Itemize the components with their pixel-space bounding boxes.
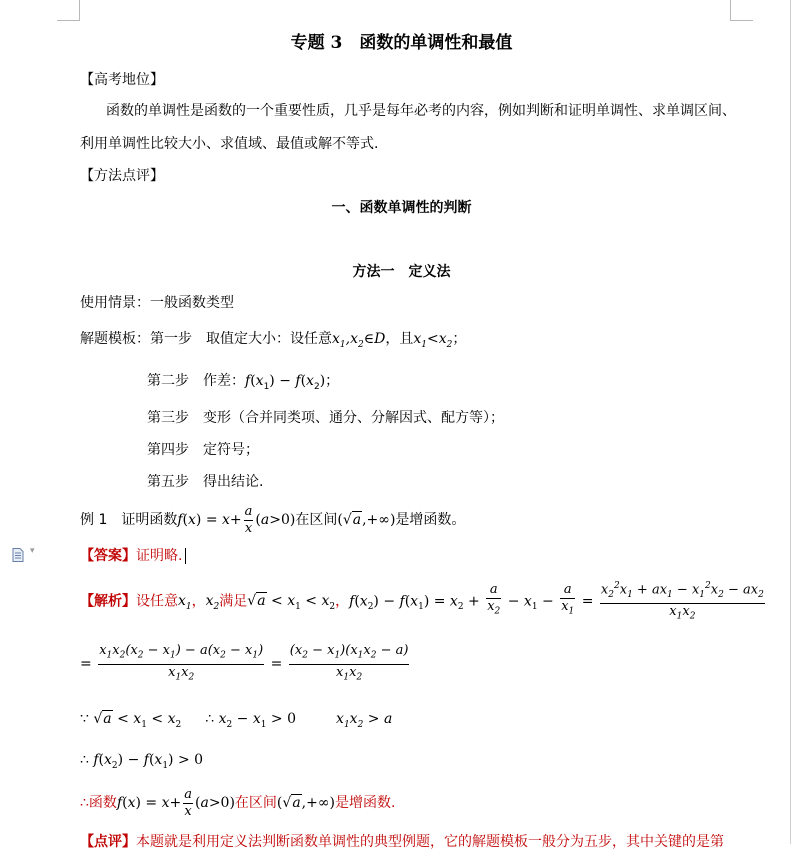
page-corner-mark [57, 0, 80, 21]
template-label: 解题模板： [80, 331, 150, 347]
formula: f [245, 373, 251, 389]
answer-text: 证明略. [136, 548, 183, 564]
page-title: 专题 3 函数的单调性和最值 [290, 33, 513, 53]
conclusion-text: 是增函数. [334, 795, 396, 811]
paragraph-line: 利用单调性比较大小、求值域、最值或解不等式. [80, 136, 379, 152]
example-text: 是增函数。 [395, 512, 466, 528]
step-label: 第三步 [147, 410, 189, 426]
example-1: 例 1 证明函数f(x) = x+ $\frac{a}{x}$ (a>0)在区间(√a,+∞)是增函数。 [80, 503, 466, 536]
conclusion-line: ∴函数f(x) = x+ $\frac{a}{x}$ (a>0)在区间(√a,+∞)是增函数. [80, 786, 396, 819]
example-label: 例 1 证明函数 [80, 512, 178, 528]
conclusion-text: 函数 [88, 795, 117, 811]
comment-text: 本题就是利用定义法判断函数单调性的典型例题，它的解题模板一般分为五步，其中关键的是第 [136, 834, 724, 850]
fraction: $\frac{(x_2 - x_1)(x_1x_2 - a)}{x_1x_2}$ [289, 642, 409, 683]
fraction: $\frac{a}{x_2}$ [487, 582, 501, 618]
analysis-label: 【解析】 [80, 593, 136, 610]
example-text: 在区间 [295, 512, 338, 528]
step-5-line [147, 472, 263, 492]
section-heading: 一、函数单调性的判断 [331, 200, 472, 216]
comment-line [80, 832, 724, 852]
paragraph-line: 函数的单调性是函数的一个重要性质，几乎是每年必考的内容，例如判断和证明单调性、求单调区间、 [106, 103, 736, 119]
section-label-method: 【方法点评】 [80, 168, 164, 184]
fraction: $\frac{x_1x_2(x_2 - x_1) - a(x_2 - x_1)}{x_1x_2}$ [99, 642, 264, 683]
fraction: $\frac{a}{x_1}$ [561, 582, 575, 618]
analysis-line: 【解析】设任意$x_1$，$x_2$满足$√a < x_1 < x_2$，$f(x_2) - f(x_1) = x_2$ + $\frac{a}{x_2}$ − $x_1$ − $\frac{a}{x_1}$ = $\frac{x_2^2x_1 + ax_1 - x_1^2x_2 - ax_2}{x_1x_2}$ [80, 578, 767, 630]
step-text: 得出结论. [203, 474, 264, 490]
method-heading: 方法一 定义法 [352, 264, 451, 280]
step-3-line [147, 408, 504, 428]
step-1-line [80, 329, 466, 355]
usage-line: 使用情景：一般函数类型 [80, 295, 234, 311]
formula: $x_1,x_2\in D$ [332, 331, 386, 350]
analysis-text: 满足 [219, 593, 248, 610]
step-label: 第二步 [147, 373, 189, 389]
step-label: 第一步 [150, 331, 192, 347]
chevron-down-icon[interactable]: ▾ [30, 546, 35, 556]
step-2-line: 第二步 作差：$f(x_1) - f(x_2)$； [147, 373, 340, 392]
step-text: ； [452, 331, 467, 347]
fraction: $\frac{x_2^2x_1 + ax_1 - x_1^2x_2 - ax_2}{x_1x_2}$ [600, 578, 765, 625]
step-label: 第五步 [147, 474, 189, 490]
section-label-gaokao: 【高考地位】 [80, 72, 164, 88]
answer-line [80, 546, 186, 566]
formula: f [177, 512, 183, 528]
step-text: 定符号； [203, 442, 259, 458]
step-text: ； [325, 373, 340, 389]
text-cursor [185, 548, 186, 564]
answer-label: 【答案】 [80, 548, 136, 564]
step-label: 第四步 [147, 442, 189, 458]
analysis-text: ， [191, 593, 206, 610]
fraction: $\frac{a}{x}$ [244, 503, 253, 536]
analysis-text: 设任意 [136, 593, 178, 610]
fraction: $\frac{a}{x}$ [184, 786, 192, 819]
derivation-line: = $\frac{x_1x_2(x_2 - x_1) - a(x_2 - x_1)}{x_1x_2}$ = $\frac{(x_2 - x_1)(x_1x_2 - a)}{x_1x_2}$ [80, 641, 411, 687]
analysis-text: ， [335, 593, 350, 610]
derivation-line: ∴ $f(x_2) - f(x_1) > 0$ [80, 752, 204, 771]
step-text: 变形（合并同类项、通分、分解因式、配方等）； [203, 410, 504, 426]
step-text: 作差： [203, 373, 245, 389]
conclusion-text: 在区间 [234, 795, 277, 811]
formula: $x_1<x_2$ [413, 331, 453, 350]
document-icon[interactable] [12, 548, 24, 562]
step-text: ，且 [385, 331, 414, 347]
comment-label: 【点评】 [80, 834, 136, 850]
step-4-line [147, 440, 259, 460]
page-edge [790, 0, 791, 844]
derivation-line: ∵ $√a < x_1 < x_2$ ∴ $x_2 - x_1 > 0$ $x_1x_2 > a$ [80, 711, 393, 730]
page-corner-mark [730, 0, 753, 21]
step-text: 取值定大小：设任意 [206, 331, 332, 347]
